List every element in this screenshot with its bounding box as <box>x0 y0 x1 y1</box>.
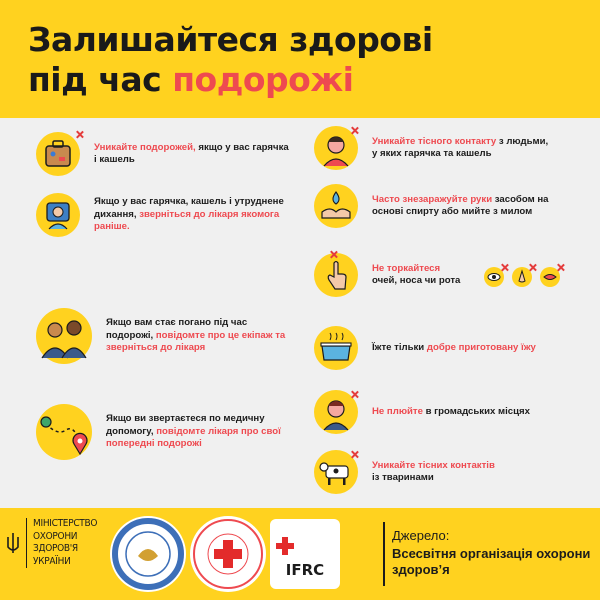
tip-tell-crew <box>36 308 296 364</box>
red-cross-ukraine-logo <box>190 516 266 592</box>
emblem-logo <box>110 516 186 592</box>
tip-dont-touch-face-text: Не торкайтеся очей, носа чи рота <box>372 262 461 286</box>
nose-icon <box>512 267 532 287</box>
title-highlight: подорожі <box>172 60 354 99</box>
trident-icon <box>6 531 20 555</box>
ifrc-logo <box>270 519 340 589</box>
title-prefix: під час <box>28 60 173 99</box>
tip-avoid-travel <box>36 132 294 176</box>
tip-avoid-contact-text: Уникайте тісного контакту з людьми, у яких гарячка та кашель <box>372 135 549 159</box>
tip-tell-crew-text: Якщо вам стає погано під час подорожі, повідомте про це екіпаж та зверніться до лікаря <box>106 317 286 354</box>
page-title <box>28 20 433 100</box>
ifrc-label: IFRC <box>285 561 325 579</box>
ministry-name: МІНІСТЕРСТВО ОХОРОНИ ЗДОРОВ'Я УКРАЇНИ <box>26 518 97 568</box>
tip-no-spitting-text: Не плюйте в громадських місцях <box>372 405 530 417</box>
coughing-person-icon <box>314 126 358 170</box>
mouth-icon <box>540 267 560 287</box>
eye-icon <box>484 267 504 287</box>
tip-avoid-travel-text: Уникайте подорожей, якщо у вас гарячка і кашель <box>94 141 289 165</box>
tip-tell-doctor <box>36 404 296 460</box>
tip-avoid-animals-text: Уникайте тісних контактів із тваринами <box>372 459 495 483</box>
tip-sanitize-hands-text: Часто знезаражуйте руки засобом на основі спирту або мийте з милом <box>372 193 549 217</box>
cooking-pot-icon <box>314 326 358 370</box>
tip-see-doctor <box>36 193 294 237</box>
hand-touch-icon <box>314 253 358 297</box>
tip-avoid-animals <box>314 450 562 494</box>
tip-cooked-food-text: Їжте тільки добре приготовану їжу <box>372 341 536 353</box>
hand-sanitizer-icon <box>314 184 358 228</box>
source-label: Джерело: <box>392 528 450 543</box>
title-line-2 <box>28 60 433 100</box>
sick-person-icon <box>36 193 80 237</box>
tip-avoid-contact <box>314 126 552 170</box>
tip-no-spitting <box>314 390 562 434</box>
footer-divider <box>383 522 385 586</box>
luggage-icon <box>36 132 80 176</box>
footer <box>0 508 600 600</box>
spitting-person-icon <box>314 390 358 434</box>
tip-dont-touch-face <box>314 253 472 297</box>
tip-see-doctor-text: Якщо у вас гарячка, кашель і утруднене дихання, зверніться до лікаря якомога раніше. <box>94 196 284 233</box>
source-name: Всесвітня організація охорони здоров’я <box>392 546 591 577</box>
tip-tell-doctor-text: Якщо ви звертаєтеся по медичну допомогу, повідомте лікаря про свої попередні подорожі <box>106 413 281 450</box>
title-line-1: Залишайтеся здорові <box>28 20 433 59</box>
ministry-logo <box>6 518 97 568</box>
tip-sanitize-hands <box>314 184 552 228</box>
flight-crew-icon <box>36 308 92 364</box>
tips-panel <box>0 118 600 508</box>
header <box>0 0 600 118</box>
cow-icon <box>314 450 358 494</box>
route-map-icon <box>36 404 92 460</box>
tip-cooked-food <box>314 326 562 370</box>
